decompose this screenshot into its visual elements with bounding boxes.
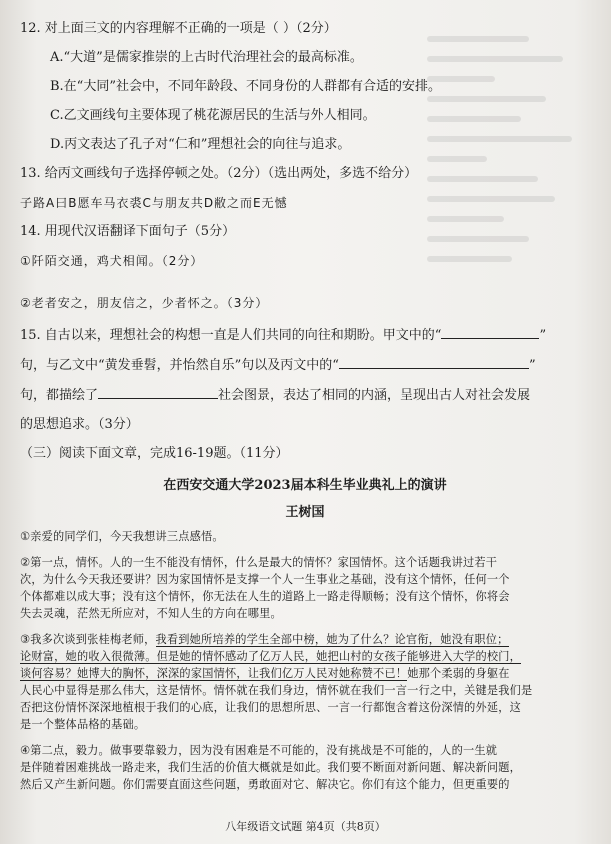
p3-line-6: 是一个整体品格的基础。 [20,718,146,731]
page-content [20,20,590,802]
section-3-heading: （三）阅读下面文章，完成16-19题。（11分） [20,446,289,461]
question-15-line-1 [20,326,590,345]
p3-underlined-1: 我看到她所培养的学生全部中榜，她为了什么？论官衔，她没有职位； [155,633,509,646]
question-13-sentence: 子路A曰B愿车马衣裘C与朋友共D敝之而E无憾 [20,196,288,210]
p3-underlined-2: 论财富，她的收入很微薄。但是她的情怀感动了亿万人民，她把山村的女孩子能够进入大学的校门， [20,650,522,663]
q15-text-2: 句，与乙文中“黄发垂髫，并怡然自乐”句以及丙文中的“ [20,358,339,373]
p3-plain-1: ③我多次谈到张桂梅老师， [20,633,156,646]
p2-line-2: 次，为什么今天我还要讲？因为家国情怀是支撑一个人一生事业之基础，没有这个情怀，任何一个 [20,573,510,586]
p3-plain-3: 她那个柔弱的身躯在 [407,667,510,680]
article-author: 王树国 [285,505,325,520]
p2-line-3: 个体都难以成大事；没有这个情怀，你无法在人生的道路上一路走得顺畅；没有这个情怀，你将会 [20,590,510,603]
p3-line-4: 人民心中显得是那么伟大，这是情怀。情怀就在我们身边，情怀就在我们一言一行之中，关键是我们是 [20,684,533,697]
question-13-stem: 13. 给丙文画线句子选择停顿之处。（2分）（选出两处，多选不给分） [20,166,418,181]
option-b: B.在“大同”社会中，不同年龄段、不同身份的人群都有合适的安排。 [50,79,441,94]
q15-close-quote-1: ” [539,328,547,343]
p3-underlined-3: 谈何容易？她博大的胸怀，深深的家国情怀，让我们亿万人民对她称赞不已！ [20,667,408,680]
q15-blank-3[interactable] [98,386,218,399]
p3-line-2 [20,648,590,665]
question-14-stem: 14. 用现代汉语翻译下面句子（5分） [20,224,236,239]
article-paragraph-3 [20,631,590,733]
p3-line-3 [20,665,590,682]
q15-text-3a: 句，都描绘了 [20,388,99,403]
p4-line-3: 然后又产生新问题。你们需要直面这些问题，勇敢面对它、解决它。你们有这个能力，但更重要的 [20,778,510,791]
article-paragraph-2 [20,554,590,622]
p2-line-1: ②第一点，情怀。人的一生不能没有情怀，什么是最大的情怀？家国情怀。这个话题我讲过若干 [20,556,498,569]
p4-line-2: 是伴随着困难挑战一路走来，我们生活的价值大概就是如此。我们要不断面对新问题、解决新问题， [20,761,522,774]
q15-blank-2[interactable] [339,356,529,369]
p4-line-1: ④第二点，毅力。做事要靠毅力，因为没有困难是不可能的，没有挑战是不可能的，人的一生就 [20,744,498,757]
option-c: C.乙文画线句主要体现了桃花源居民的生活与外人相同。 [50,108,376,123]
question-15-line-3 [20,386,590,405]
q15-text-3b: 社会图景，表达了相同的内涵，呈现出古人对社会发展 [218,388,531,403]
p2-line-4: 失去灵魂，茫然无所应对，不知人生的方向在哪里。 [20,607,282,620]
question-14-item-2: ②老者安之，朋友信之，少者怀之。（3分） [20,296,269,310]
page-footer: 八年级语文试题 第4页（共8页） [225,820,386,833]
option-a: A.“大道”是儒家推崇的上古时代治理社会的最高标准。 [50,50,363,65]
question-12-stem: 12. 对上面三文的内容理解不正确的一项是（ ）（2分） [20,21,337,36]
question-15-line-4: 的思想追求。（3分） [20,417,139,432]
question-14-item-1: ①阡陌交通，鸡犬相闻。（2分） [20,254,204,268]
q15-blank-1[interactable] [441,326,539,339]
p3-line-1 [20,631,590,648]
option-d: D.丙文表达了孔子对“仁和”理想社会的向往与追求。 [50,137,351,152]
p3-line-5: 否把这份情怀深深地植根于我们的心底，让我们的思想所思、一言一行都饱含着这份深情的外延，这 [20,701,522,714]
p1-line: ①亲爱的同学们，今天我想讲三点感悟。 [20,530,224,543]
q15-text-1: 15. 自古以来，理想社会的构想一直是人们共同的向往和期盼。甲文中的“ [20,328,442,343]
article-paragraph-1 [20,528,590,545]
article-title: 在西安交通大学2023届本科生毕业典礼上的演讲 [163,478,447,493]
q15-close-quote-2: ” [528,358,536,373]
article-paragraph-4 [20,742,590,793]
question-15-line-2 [20,356,590,375]
